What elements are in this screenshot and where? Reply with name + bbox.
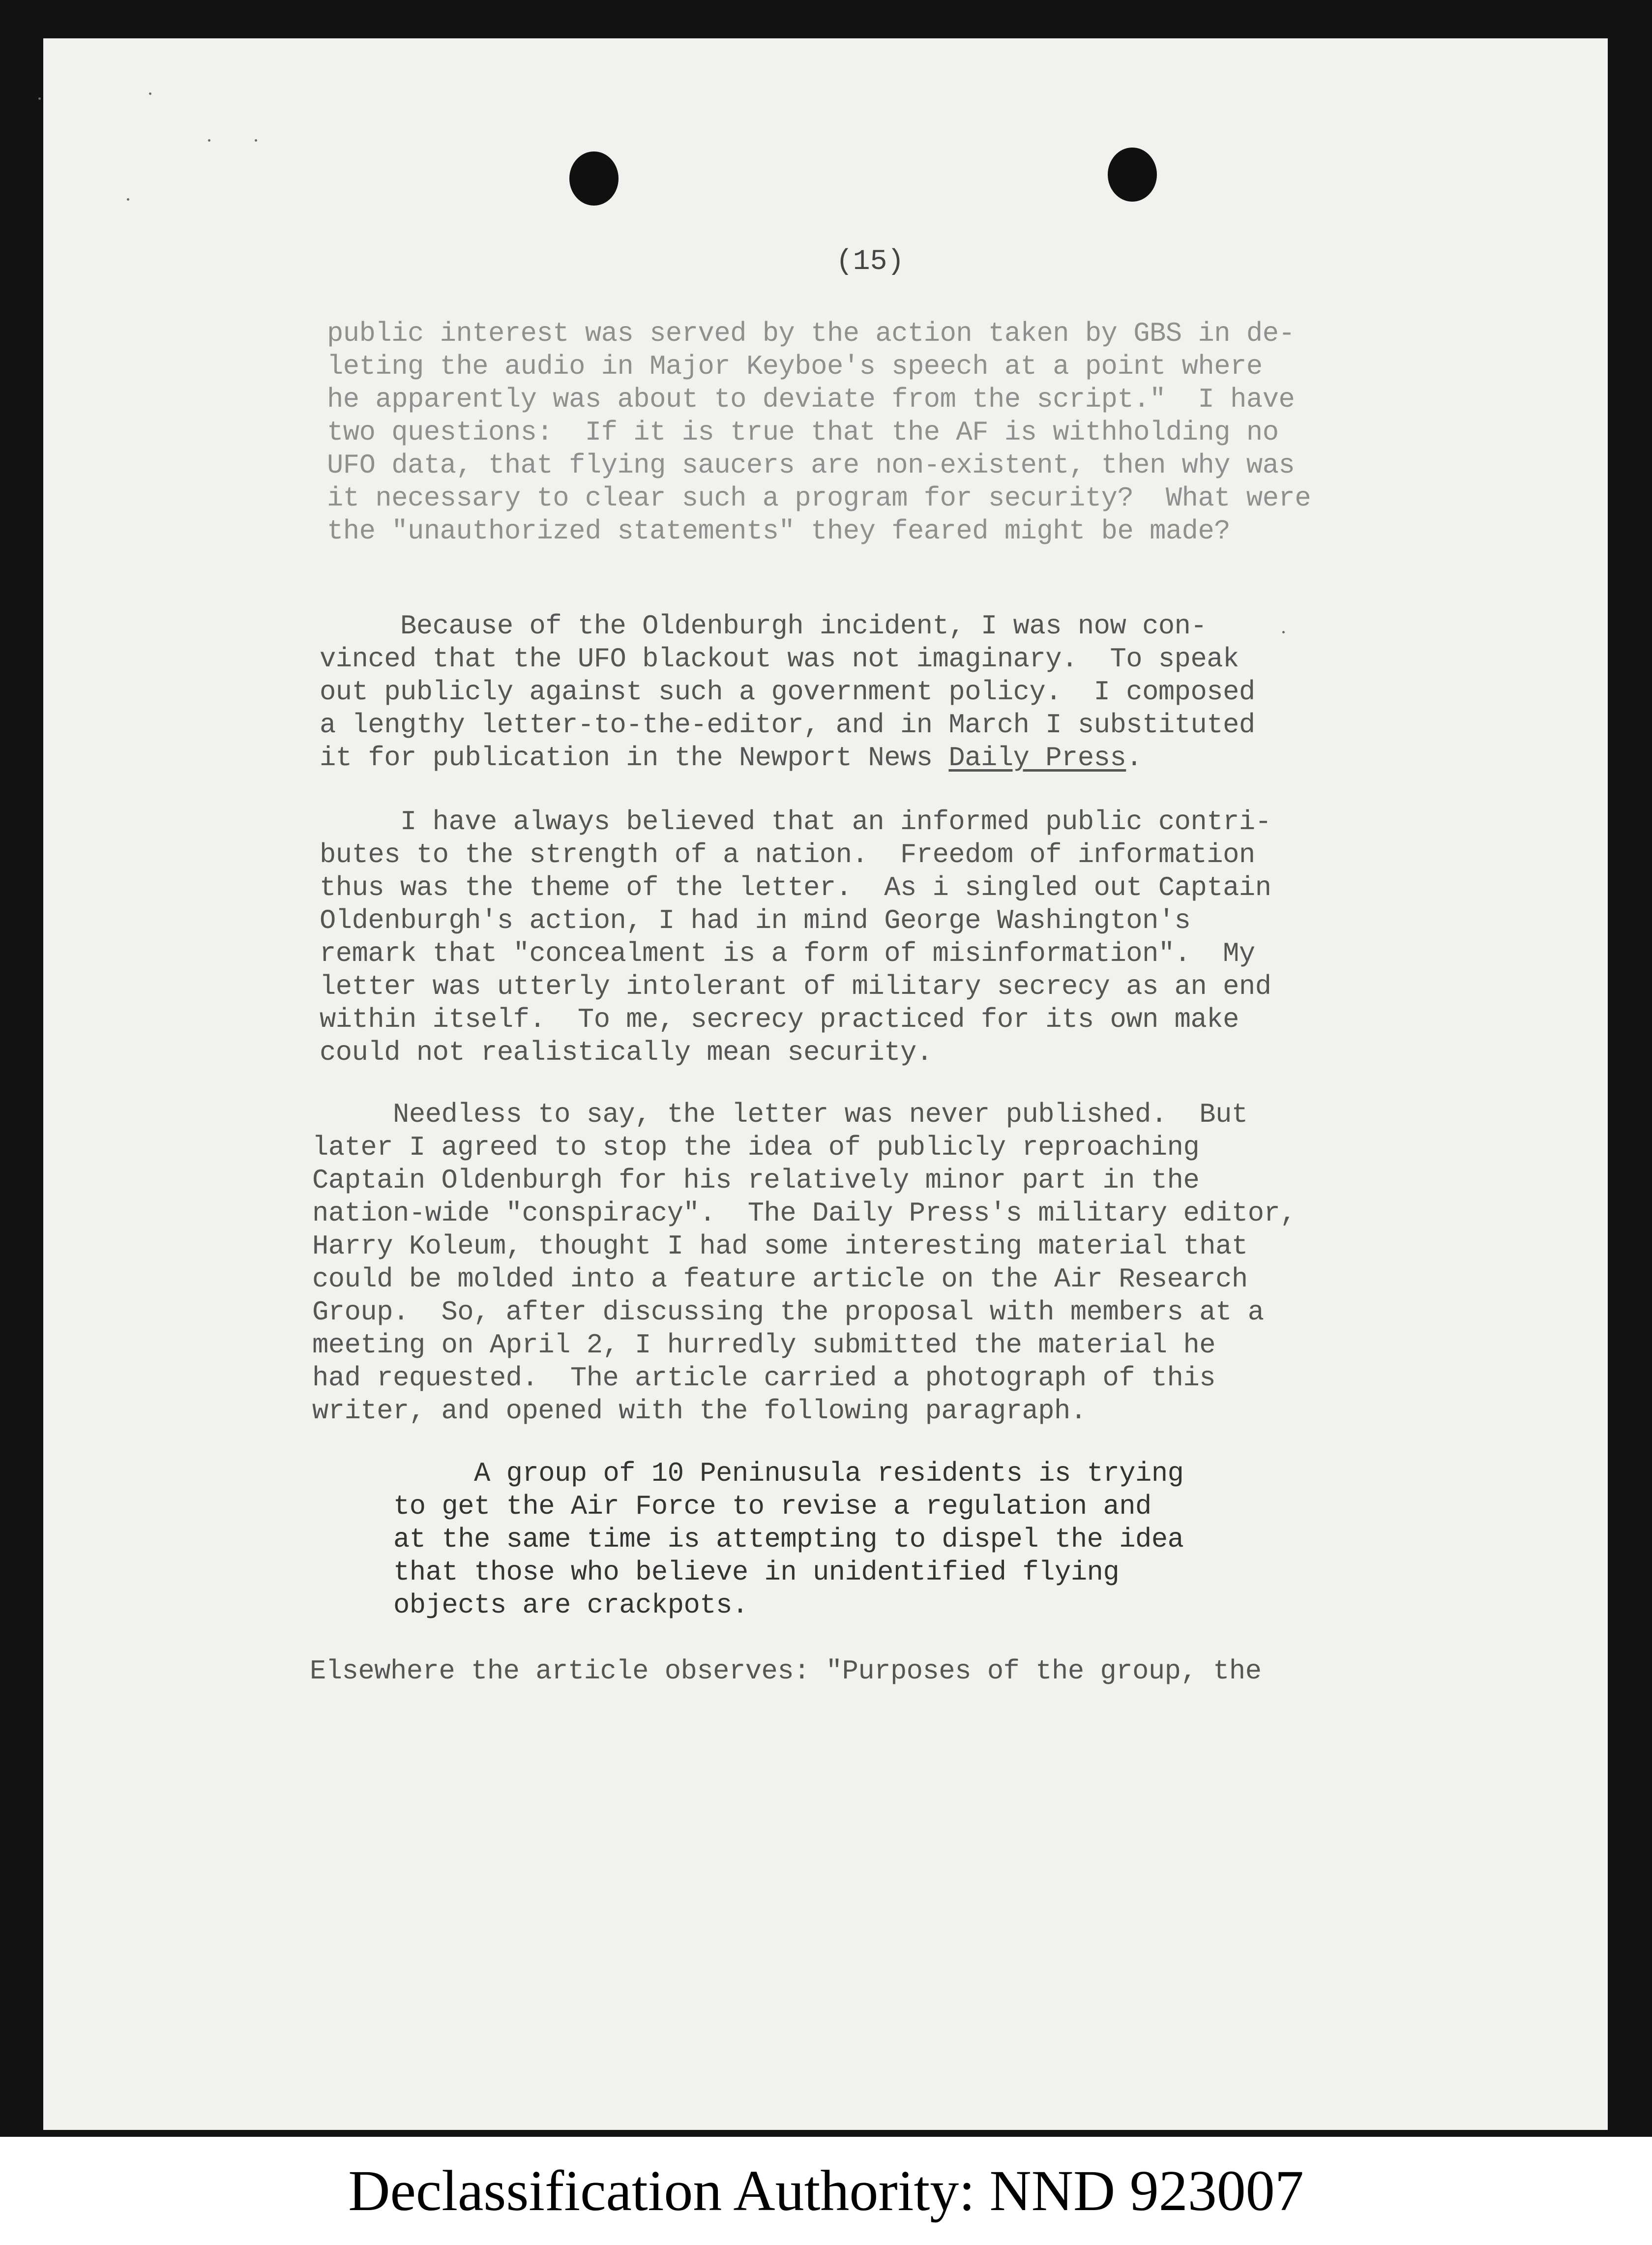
text-line: a lengthy letter-to-the-editor, and in March I substituted (320, 710, 1255, 741)
text-line: objects are crackpots. (393, 1590, 748, 1621)
text-line: UFO data, that flying saucers are non-existent, then why was (327, 450, 1295, 481)
dust-speck (127, 198, 129, 201)
text-line: he apparently was about to deviate from the script." I have (327, 384, 1295, 415)
dust-speck (149, 92, 151, 95)
text-line: Captain Oldenburgh for his relatively minor part in the (312, 1165, 1200, 1196)
closing-paragraph (310, 1655, 1262, 1688)
declassification-footer: Declassification Authority: NND 923007 (348, 2158, 1304, 2223)
text-line: within itself. To me, secrecy practiced for its own make (320, 1004, 1239, 1035)
text-line: I have always believed that an informed public contri- (320, 807, 1271, 838)
text-line: A group of 10 Peninusula residents is trying (393, 1458, 1184, 1489)
text-line: Group. So, after discussing the proposal with members at a (312, 1297, 1264, 1328)
text-line: out publicly against such a government policy. I composed (320, 677, 1255, 708)
text-line: thus was the theme of the letter. As i singled out Captain (320, 872, 1271, 903)
text-line: Elsewhere the article observes: "Purposes of the group, the (310, 1656, 1262, 1687)
text-line: Needless to say, the letter was never published. But (312, 1099, 1248, 1130)
text-fragment: . (1126, 743, 1143, 774)
text-line: it necessary to clear such a program for security? What were (327, 483, 1311, 514)
text-line: at the same time is attempting to dispel the idea (393, 1524, 1184, 1555)
text-line: butes to the strength of a nation. Freedom of information (320, 839, 1255, 870)
text-line: Because of the Oldenburgh incident, I was now con- (320, 611, 1207, 642)
text-line: leting the audio in Major Keyboe's speech at a point where (327, 351, 1263, 382)
text-line: that those who believe in unidentified flying (393, 1557, 1120, 1588)
text-line: to get the Air Force to revise a regulation and (393, 1491, 1151, 1522)
text-line: had requested. The article carried a photograph of this (312, 1363, 1216, 1394)
dust-speck (208, 139, 210, 142)
text-line: nation-wide "conspiracy". The Daily Press's military editor, (312, 1198, 1297, 1229)
text-fragment: it for publication in the Newport News (320, 743, 949, 774)
continuation-paragraph (327, 317, 1311, 548)
dust-speck (1282, 631, 1285, 633)
text-line: Harry Koleum, thought I had some interesting material that (312, 1231, 1248, 1262)
paragraph-informed-public (320, 806, 1271, 1069)
punch-hole (1108, 148, 1157, 202)
paragraph-letter-never-published (312, 1098, 1296, 1428)
text-line: meeting on April 2, I hurredly submitted the material he (312, 1330, 1216, 1361)
text-line: public interest was served by the action taken by GBS in de- (327, 318, 1295, 349)
newspaper-title: Daily Press (948, 743, 1126, 774)
text-line: remark that "concealment is a form of misinformation". My (320, 938, 1255, 969)
text-line: Oldenburgh's action, I had in mind George Washington's (320, 905, 1191, 936)
text-line: letter was utterly intolerant of military secrecy as an end (320, 971, 1271, 1002)
dust-speck (255, 139, 257, 142)
text-line: could not realistically mean security. (320, 1037, 933, 1068)
text-line: later I agreed to stop the idea of publicly reproaching (312, 1132, 1200, 1163)
page-number: (15) (836, 246, 905, 278)
text-line: could be molded into a feature article on the Air Research (312, 1264, 1248, 1295)
block-quote (393, 1457, 1183, 1622)
dust-speck (38, 97, 41, 100)
text-line (320, 742, 1255, 775)
text-line: vinced that the UFO blackout was not imaginary. To speak (320, 644, 1239, 675)
paragraph-oldenburgh-incident (320, 610, 1255, 775)
text-line: writer, and opened with the following paragraph. (312, 1396, 1087, 1427)
text-line: the "unauthorized statements" they feared might be made? (327, 516, 1231, 547)
text-line: two questions: If it is true that the AF is withholding no (327, 417, 1279, 448)
punch-hole (569, 151, 619, 206)
